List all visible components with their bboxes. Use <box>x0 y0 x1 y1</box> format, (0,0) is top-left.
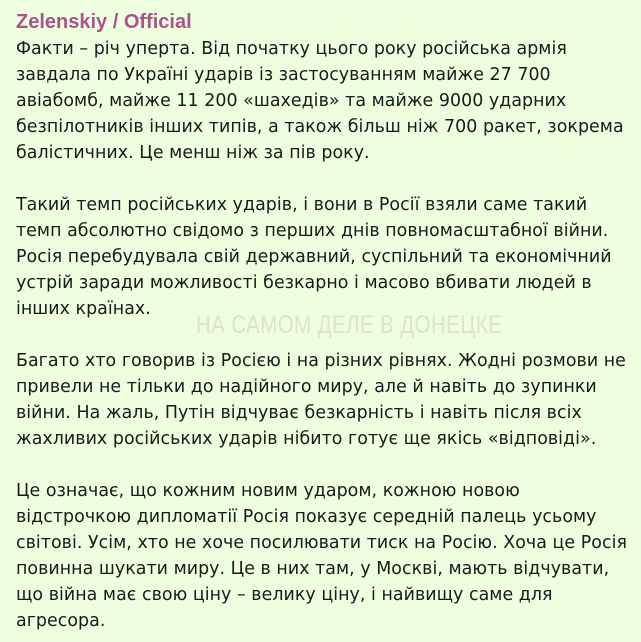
text-line: що війна має свою ціну – велику ціну, і найвищу саме для <box>16 585 553 605</box>
sender-name[interactable]: Zelenskiy / Official <box>16 11 192 33</box>
text-line: Такий темп російських ударів, і вони в Росії взяли саме такий <box>16 195 588 215</box>
text-line: темп абсолютно свідомо з перших днів повномасштабної війни. <box>16 221 609 241</box>
text-line: балістичних. Це менш ніж за пів року. <box>16 143 370 163</box>
text-line: світові. Усім, хто не хоче посилювати тиск на Росію. Хоча це Росія <box>16 533 627 553</box>
text-line: авіабомб, майже 11 200 «шахедів» та майже 9000 ударних <box>16 91 567 111</box>
text-line: безпілотників інших типів, а також більш ніж 700 ракет, зокрема <box>16 117 624 137</box>
message-text <box>16 36 631 634</box>
text-line: війни. На жаль, Путін відчуває безкарність і навіть після всіх <box>16 403 582 423</box>
message-paragraph <box>16 478 631 634</box>
text-line: Факти – річ уперта. Від початку цього року російська армія <box>16 39 567 59</box>
message-paragraph <box>16 348 631 452</box>
text-line: Багато хто говорив із Росією і на різних рівнях. Жодні розмови не <box>16 351 626 371</box>
text-line: устрій заради можливості безкарно і масово вбивати людей в <box>16 273 592 293</box>
text-line: відстрочкою дипломатії Росія показує середній палець усьому <box>16 507 597 527</box>
text-line: Це означає, що кожним новим ударом, кожною новою <box>16 481 520 501</box>
text-line: привели не тільки до надійного миру, але й навіть до зупинки <box>16 377 597 397</box>
text-line: завдала по Україні ударів із застосуванням майже 27 700 <box>16 65 551 85</box>
message-paragraph <box>16 36 631 166</box>
text-line: Росія перебудувала свій державний, суспільний та економічний <box>16 247 612 267</box>
text-line: інших країнах. <box>16 299 151 319</box>
text-line: жахливих російських ударів нібито готує ще якісь «відповіді». <box>16 429 597 449</box>
text-line: агресора. <box>16 611 106 631</box>
text-line: повинна шукати миру. Це в них там, у Москві, мають відчувати, <box>16 559 610 579</box>
message-paragraph <box>16 192 631 322</box>
